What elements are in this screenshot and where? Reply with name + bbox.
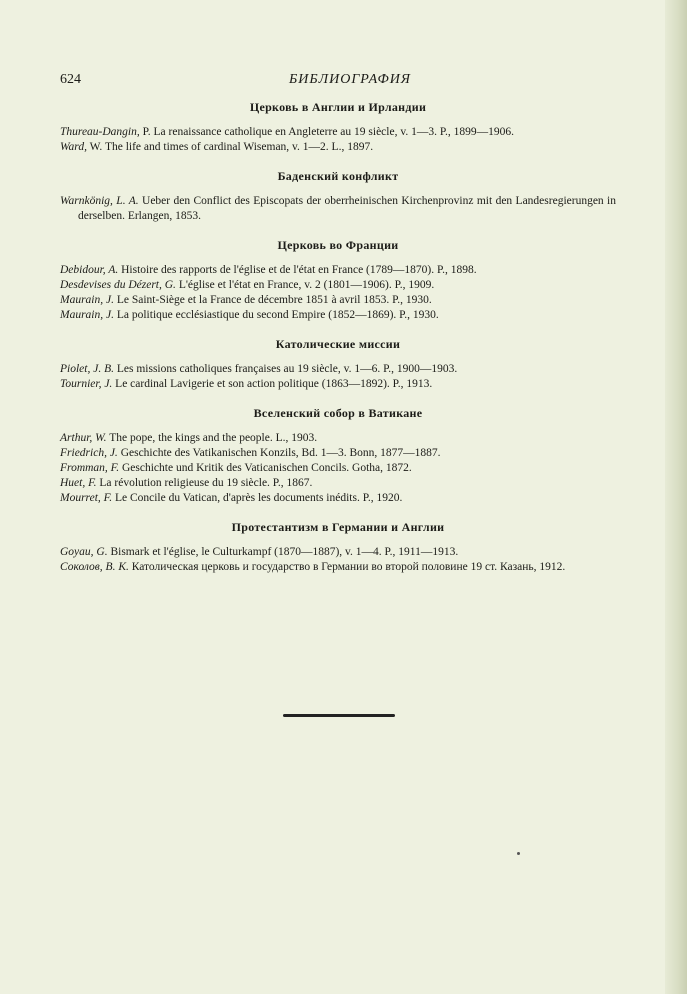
section-england-ireland <box>60 100 616 155</box>
running-title: БИБЛИОГРАФИЯ <box>288 72 412 87</box>
entry-author: Maurain, J. <box>60 309 114 321</box>
bibliography-entry <box>60 560 616 575</box>
entry-author: Arthur, W. <box>60 432 107 444</box>
bibliography-entry <box>60 194 616 224</box>
entry-author: Goyau, G. <box>60 546 108 558</box>
entry-author: Debidour, A. <box>60 264 119 276</box>
entry-author: Ward, <box>60 141 87 153</box>
section-heading: Церковь во Франции <box>277 238 399 252</box>
bibliography-entry <box>60 362 616 377</box>
bibliography-entry <box>60 446 616 461</box>
bibliography-entry <box>60 293 616 308</box>
entry-text: Histoire des rapports de l'église et de l'état en France (1789—1870). P., 1898. <box>118 264 477 276</box>
bibliography-entry <box>60 545 616 560</box>
entry-text: Les missions catholiques françaises au 19 siècle, v. 1—6. P., 1900—1903. <box>113 363 458 375</box>
entry-author: Соколов, В. К. <box>60 561 129 573</box>
bibliography-entry <box>60 140 616 155</box>
entry-author: Piolet, J. B. <box>60 363 114 375</box>
entry-text: Bismark et l'église, le Culturkampf (1870—1887), v. 1—4. P., 1911—1913. <box>107 546 459 558</box>
section-heading: Католические миссии <box>275 337 401 351</box>
end-rule-divider <box>283 714 395 717</box>
entry-author: Warnkönig, L. A. <box>60 195 139 207</box>
section-church-in-france <box>60 238 616 323</box>
section-heading: Баденский конфликт <box>277 169 399 183</box>
entry-text: La politique ecclésiastique du second Empire (1852—1869). P., 1930. <box>113 309 439 321</box>
page-number: 624 <box>60 72 81 87</box>
entry-text: Geschichte und Kritik des Vaticanischen Concils. Gotha, 1872. <box>119 462 412 474</box>
entry-author: Friedrich, J. <box>60 447 118 459</box>
print-speck <box>517 852 520 855</box>
bibliography-entry <box>60 491 616 506</box>
entry-text: Le Concile du Vatican, d'après les documents inédits. P., 1920. <box>112 492 403 504</box>
entry-author: Thureau-Dangin, <box>60 126 140 138</box>
bibliography-entry <box>60 476 616 491</box>
bibliography-entry <box>60 461 616 476</box>
entry-text: Ueber den Conflict des Episcopats der oberrheinischen Kirchenprovinz mit den Landesregierungen in derselben. Erlangen, 1853. <box>78 195 616 222</box>
entry-author: Tournier, J. <box>60 378 113 390</box>
bibliography-entry <box>60 125 616 140</box>
entry-author: Huet, F. <box>60 477 97 489</box>
section-vatican-council <box>60 406 616 506</box>
page-edge-shadow <box>665 0 687 994</box>
section-catholic-missions <box>60 337 616 392</box>
bibliography-entry <box>60 377 616 392</box>
entry-text: P. La renaissance catholique en Angleterre au 19 siècle, v. 1—3. P., 1899—1906. <box>139 126 514 138</box>
section-heading: Протестантизм в Германии и Англии <box>231 520 445 534</box>
bibliography-content <box>60 100 616 589</box>
bibliography-entry <box>60 431 616 446</box>
entry-author: Fromman, F. <box>60 462 120 474</box>
entry-text: La révolution religieuse du 19 siècle. P., 1867. <box>96 477 313 489</box>
section-heading: Церковь в Англии и Ирландии <box>249 100 427 114</box>
entry-author: Maurain, J. <box>60 294 114 306</box>
entry-text: Geschichte des Vatikanischen Konzils, Bd. 1—3. Bonn, 1877—1887. <box>117 447 441 459</box>
entry-text: L'église et l'état en France, v. 2 (1801—1906). P., 1909. <box>175 279 435 291</box>
bibliography-entry <box>60 308 616 323</box>
entry-text: The pope, the kings and the people. L., 1903. <box>106 432 318 444</box>
bibliography-entry <box>60 263 616 278</box>
entry-author: Mourret, F. <box>60 492 113 504</box>
section-baden-conflict <box>60 169 616 224</box>
entry-text: Le Saint-Siège et la France de décembre 1851 à avril 1853. P., 1930. <box>113 294 432 306</box>
entry-author: Desdevises du Dézert, G. <box>60 279 176 291</box>
section-heading: Вселенский собор в Ватикане <box>253 406 423 420</box>
bibliography-entry <box>60 278 616 293</box>
entry-text: W. The life and times of cardinal Wiseman, v. 1—2. L., 1897. <box>86 141 374 153</box>
entry-text: Le cardinal Lavigerie et son action politique (1863—1892). P., 1913. <box>112 378 433 390</box>
page-header <box>60 72 640 92</box>
section-protestantism <box>60 520 616 575</box>
entry-text: Католическая церковь и государство в Германии во второй половине 19 ст. Казань, 1912. <box>128 561 566 573</box>
